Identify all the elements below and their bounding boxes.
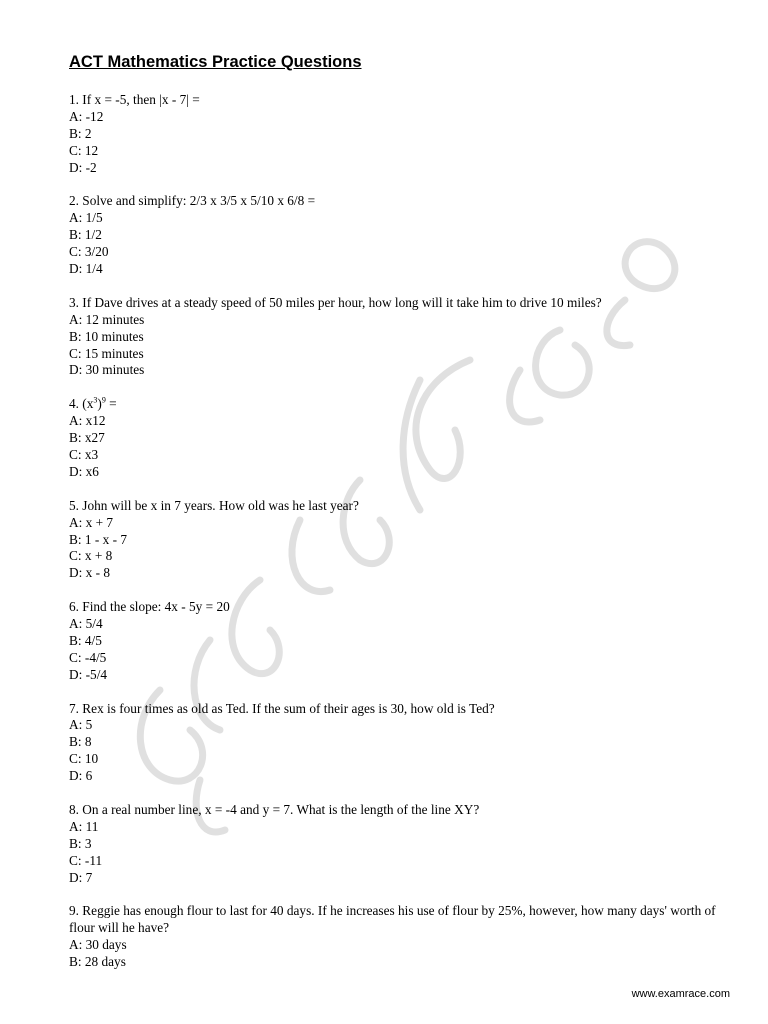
exponent-inner: 3 [93, 395, 98, 405]
answer-option: B: 3 [69, 835, 92, 851]
answer-option: A: x12 [69, 413, 106, 429]
answer-option: D: -5/4 [69, 666, 108, 682]
question-2 [69, 193, 729, 278]
question-3 [69, 295, 729, 380]
stem-part: = [105, 396, 117, 412]
answer-option: B: 28 days [69, 954, 126, 970]
exponent-outer: 9 [101, 395, 106, 405]
question-stem: 5. John will be x in 7 years. How old was he last year? [69, 497, 359, 513]
answer-option: D: 30 minutes [69, 362, 145, 378]
answer-option: C: 12 [69, 142, 99, 158]
answer-option: C: -4/5 [69, 649, 107, 665]
question-7 [69, 701, 729, 786]
question-stem: 8. On a real number line, x = -4 and y = 7. What is the length of the line XY? [69, 801, 480, 817]
answer-option: D: 7 [69, 869, 93, 885]
answer-option: B: x27 [69, 430, 105, 446]
answer-option: C: 3/20 [69, 244, 109, 260]
page-title: ACT Mathematics Practice Questions [69, 53, 362, 71]
answer-option: A: 12 minutes [69, 311, 145, 327]
question-stem: 3. If Dave drives at a steady speed of 50 miles per hour, how long will it take him to drive 10 miles? [69, 294, 602, 310]
answer-option: A: 1/5 [69, 210, 103, 226]
answer-option: C: 10 [69, 751, 99, 767]
question-stem: 2. Solve and simplify: 2/3 x 3/5 x 5/10 x 6/8 = [69, 193, 316, 209]
stem-part: 4. (x [69, 396, 94, 412]
question-4 [69, 396, 729, 481]
answer-option: C: 15 minutes [69, 345, 144, 361]
answer-option: C: x3 [69, 446, 99, 462]
stem-part: ) [97, 396, 102, 412]
answer-option: B: 1 - x - 7 [69, 531, 127, 547]
question-list [69, 92, 729, 988]
answer-option: B: 8 [69, 734, 92, 750]
answer-option: C: -11 [69, 852, 103, 868]
answer-option: A: 30 days [69, 937, 127, 953]
footer-url: www.examrace.com [631, 988, 730, 1000]
question-6 [69, 599, 729, 684]
question-stem: 6. Find the slope: 4x - 5y = 20 [69, 599, 230, 615]
answer-option: B: 2 [69, 125, 92, 141]
answer-option: D: 6 [69, 768, 93, 784]
question-stem: 1. If x = -5, then |x - 7| = [69, 92, 200, 107]
answer-option: D: x - 8 [69, 565, 110, 581]
question-stem: 9. Reggie has enough flour to last for 40 days. If he increases his use of flour by 25%, however, how many days' worth of flour will he have? [69, 903, 716, 936]
answer-option: B: 10 minutes [69, 328, 144, 344]
answer-option: C: x + 8 [69, 548, 113, 564]
answer-option: D: x6 [69, 463, 99, 479]
answer-option: D: -2 [69, 159, 97, 175]
question-1 [69, 92, 729, 177]
question-stem: 7. Rex is four times as old as Ted. If the sum of their ages is 30, how old is Ted? [69, 700, 495, 716]
answer-option: B: 4/5 [69, 632, 102, 648]
question-stem [69, 396, 729, 413]
answer-option: A: 11 [69, 818, 99, 834]
answer-option: A: 5/4 [69, 616, 103, 632]
question-5 [69, 498, 729, 583]
answer-option: A: 5 [69, 717, 93, 733]
answer-option: A: -12 [69, 108, 104, 124]
question-9 [69, 903, 729, 971]
answer-option: B: 1/2 [69, 227, 102, 243]
answer-option: A: x + 7 [69, 514, 114, 530]
question-8 [69, 802, 729, 887]
answer-option: D: 1/4 [69, 261, 103, 277]
